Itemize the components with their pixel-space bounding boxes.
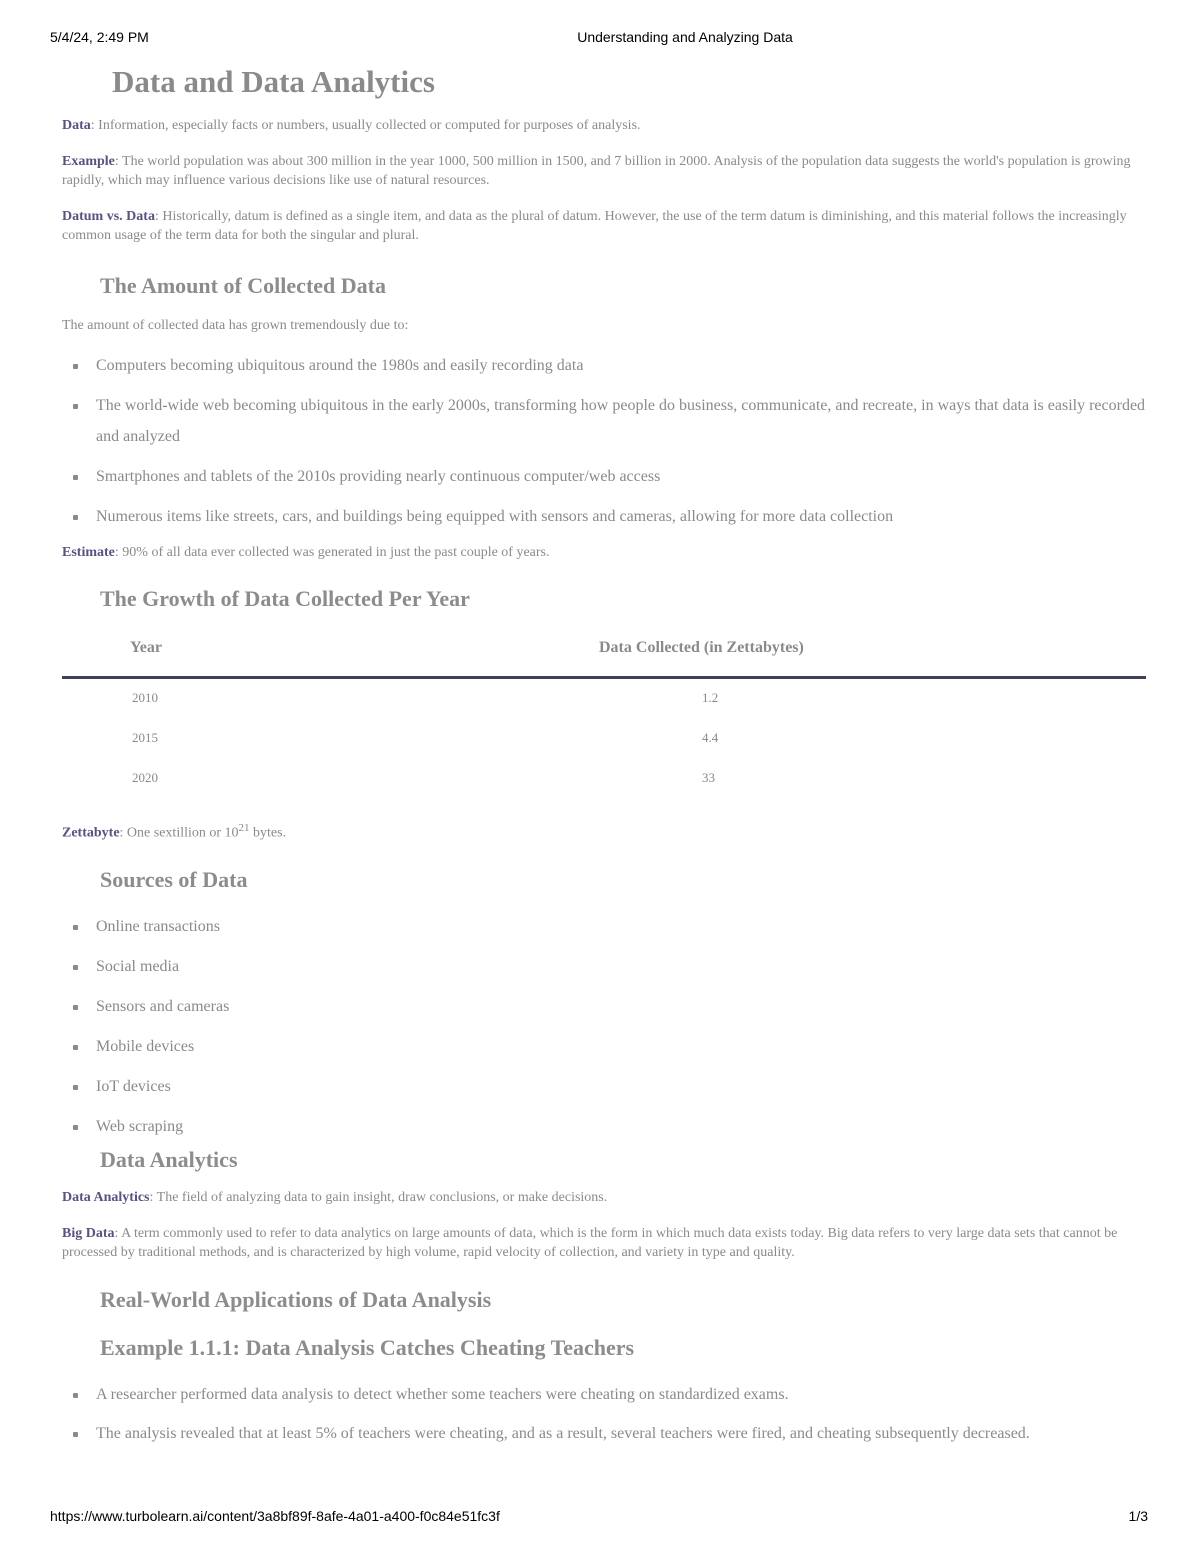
page-title: Data and Data Analytics bbox=[112, 64, 435, 99]
list-item: The analysis revealed that at least 5% of teachers were cheating, and as a result, several teachers were fired, and cheating subsequently decreased. bbox=[62, 1418, 1146, 1449]
bigdata-text: : A term commonly used to refer to data analytics on large amounts of data, which is the form in which much data exists today. Big data refers to very large data sets that cannot be processed by traditional methods, and is characterized by high volume, rapid velocity of collection, and variety in type and quality. bbox=[62, 1225, 1118, 1260]
growth-heading: The Growth of Data Collected Per Year bbox=[100, 586, 470, 611]
table-cell-value: 1.2 bbox=[702, 690, 719, 705]
table-cell-year: 2010 bbox=[132, 690, 158, 705]
analytics-term: Data Analytics bbox=[62, 1189, 150, 1205]
table-cell-year: 2015 bbox=[132, 730, 158, 745]
growth-table bbox=[62, 629, 1146, 799]
bigdata-paragraph bbox=[62, 1224, 1146, 1262]
table-header bbox=[62, 629, 1146, 679]
data-term: Data bbox=[62, 118, 91, 133]
datum-term: Datum vs. Data bbox=[62, 209, 155, 224]
bigdata-term: Big Data bbox=[62, 1225, 115, 1241]
data-definition bbox=[62, 116, 1146, 135]
amount-heading: The Amount of Collected Data bbox=[100, 273, 386, 298]
example-list bbox=[62, 1379, 1146, 1449]
table-cell-value: 4.4 bbox=[702, 730, 719, 745]
applications-heading: Real-World Applications of Data Analysis bbox=[100, 1286, 492, 1312]
document-content bbox=[62, 62, 1146, 1449]
print-datetime: 5/4/24, 2:49 PM bbox=[50, 29, 149, 45]
list-item: Web scraping bbox=[62, 1111, 1146, 1142]
analytics-text: : The field of analyzing data to gain insight, draw conclusions, or make decisions. bbox=[149, 1189, 608, 1205]
list-item: IoT devices bbox=[62, 1071, 1146, 1102]
list-item: A researcher performed data analysis to detect whether some teachers were cheating on standardized exams. bbox=[62, 1379, 1146, 1410]
estimate-term: Estimate bbox=[62, 545, 115, 560]
analytics-heading: Data Analytics bbox=[100, 1146, 238, 1172]
column-header-data-collected: Data Collected (in Zettabytes) bbox=[599, 639, 804, 656]
print-page-number: 1/3 bbox=[1128, 1508, 1148, 1524]
analytics-paragraph bbox=[62, 1188, 1146, 1207]
amount-list bbox=[62, 350, 1146, 532]
column-header-year: Year bbox=[130, 639, 162, 656]
table-row bbox=[62, 679, 1146, 719]
list-item: Computers becoming ubiquitous around the 1980s and easily recording data bbox=[62, 350, 1146, 381]
list-item: Online transactions bbox=[62, 911, 1146, 942]
datum-paragraph bbox=[62, 207, 1146, 245]
list-item: Numerous items like streets, cars, and buildings being equipped with sensors and cameras, allowing for more data collection bbox=[62, 501, 1146, 532]
table-cell-value: 33 bbox=[702, 770, 715, 785]
print-url: https://www.turbolearn.ai/content/3a8bf89f-8afe-4a01-a400-f0c84e51fc3f bbox=[50, 1508, 500, 1524]
list-item: Sensors and cameras bbox=[62, 991, 1146, 1022]
sources-heading: Sources of Data bbox=[100, 866, 248, 892]
list-item: The world-wide web becoming ubiquitous in the early 2000s, transforming how people do business, communicate, and recreate, in ways that data is easily recorded and analyzed bbox=[62, 390, 1146, 452]
table-cell-year: 2020 bbox=[132, 770, 158, 785]
zettabyte-exponent: 21 bbox=[238, 822, 250, 834]
data-definition-text: : Information, especially facts or numbers, usually collected or computed for purposes of analysis. bbox=[90, 118, 641, 133]
example-paragraph bbox=[62, 152, 1146, 190]
list-item: Smartphones and tablets of the 2010s providing nearly continuous computer/web access bbox=[62, 461, 1146, 492]
datum-text: : Historically, datum is defined as a single item, and data as the plural of datum. However, the use of the term datum is diminishing, and this material follows the increasingly common usage of the term data for both the singular and plural. bbox=[62, 209, 1127, 243]
example-term: Example bbox=[62, 154, 115, 169]
estimate-text: : 90% of all data ever collected was generated in just the past couple of years. bbox=[114, 545, 550, 560]
list-item: Mobile devices bbox=[62, 1031, 1146, 1062]
zettabyte-text: : One sextillion or 10 bbox=[119, 825, 239, 841]
list-item: Social media bbox=[62, 951, 1146, 982]
example-text: : The world population was about 300 million in the year 1000, 500 million in 1500, and 7 billion in 2000. Analysis of the population data suggests the world's population is growing rapidly, which may influence various decisions like use of natural resources. bbox=[62, 154, 1131, 188]
zettabyte-paragraph bbox=[62, 819, 1146, 843]
print-title: Understanding and Analyzing Data bbox=[577, 29, 793, 45]
table-row bbox=[62, 719, 1146, 759]
zettabyte-suffix: bytes. bbox=[249, 825, 287, 841]
estimate-paragraph bbox=[62, 543, 1146, 562]
table-row bbox=[62, 759, 1146, 799]
zettabyte-term: Zettabyte bbox=[62, 825, 120, 841]
example-heading: Example 1.1.1: Data Analysis Catches Cheating Teachers bbox=[100, 1334, 635, 1360]
amount-intro: The amount of collected data has grown tremendously due to: bbox=[62, 318, 409, 333]
sources-list bbox=[62, 911, 1146, 1142]
